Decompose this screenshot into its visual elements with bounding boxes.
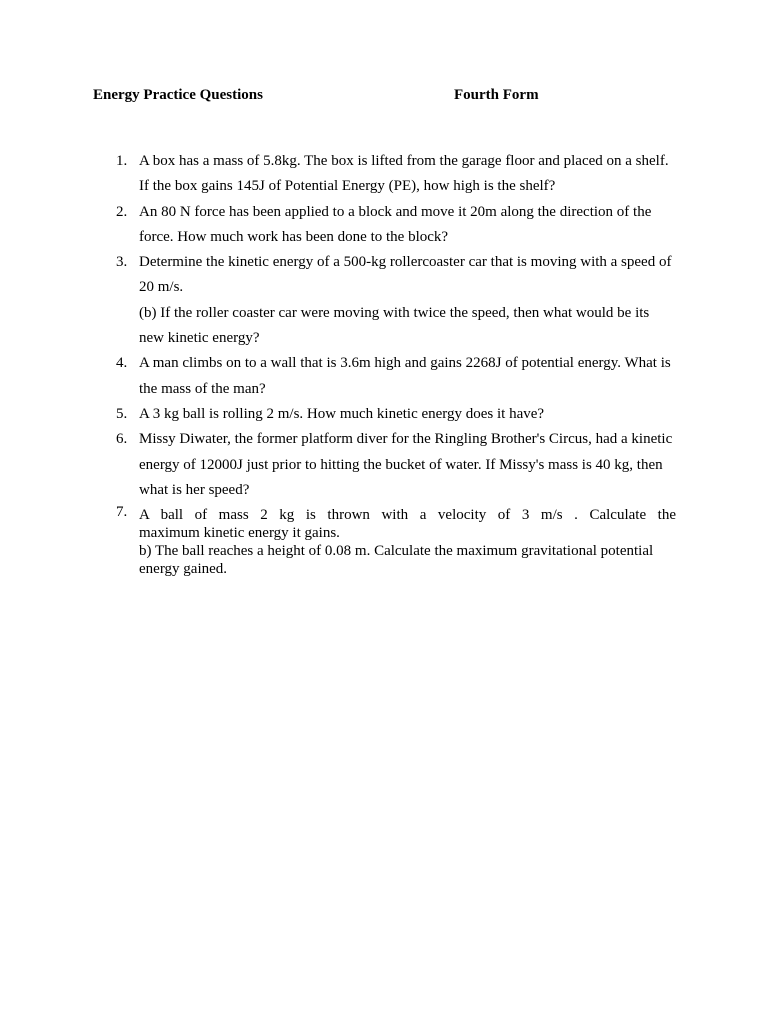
question-number: 7. [116, 504, 128, 521]
question-text-line-2: maximum kinetic energy it gains. [139, 525, 340, 542]
question-7 [112, 503, 676, 578]
form-level: Fourth Form [454, 87, 539, 103]
question-number: 6. [116, 431, 128, 448]
question-text: An 80 N force has been applied to a block and move it 20m along the direction of the force. How much work has been done to the block? [139, 203, 652, 245]
question-text: Missy Diwater, the former platform diver for the Ringling Brother's Circus, had a kinetic energy of 12000J just prior to hitting the bucket of water. If Missy's mass is 40 kg, then what is her speed? [139, 431, 673, 498]
question-4 [112, 351, 676, 402]
question-part-b: b) The ball reaches a height of 0.08 m. Calculate the maximum gravitational potential energy gained. [139, 543, 654, 578]
document-header [93, 87, 653, 107]
question-3 [112, 250, 676, 351]
question-number: 2. [116, 203, 128, 220]
question-number: 5. [116, 405, 128, 422]
question-number: 3. [116, 254, 128, 271]
question-6 [112, 427, 676, 503]
question-text: Determine the kinetic energy of a 500-kg rollercoaster car that is moving with a speed of 20 m/s. [139, 254, 672, 296]
question-text-line-1: A ball of mass 2 kg is thrown with a velocity of 3 m/s . Calculate the [139, 507, 676, 524]
question-list [112, 149, 676, 578]
question-number: 4. [116, 355, 128, 372]
question-part-b: (b) If the roller coaster car were moving with twice the speed, then what would be its new kinetic energy? [139, 304, 650, 347]
document-title: Energy Practice Questions [93, 87, 263, 103]
question-5 [112, 402, 676, 427]
question-number: 1. [116, 153, 128, 169]
question-text: A man climbs on to a wall that is 3.6m high and gains 2268J of potential energy. What is the mass of the man? [139, 355, 671, 397]
question-1 [112, 149, 676, 200]
question-text: A box has a mass of 5.8kg. The box is lifted from the garage floor and placed on a shelf. If the box gains 145J of Potential Energy (PE), how high is the shelf? [139, 153, 669, 195]
question-2 [112, 200, 676, 251]
question-text: A 3 kg ball is rolling 2 m/s. How much kinetic energy does it have? [139, 405, 545, 422]
